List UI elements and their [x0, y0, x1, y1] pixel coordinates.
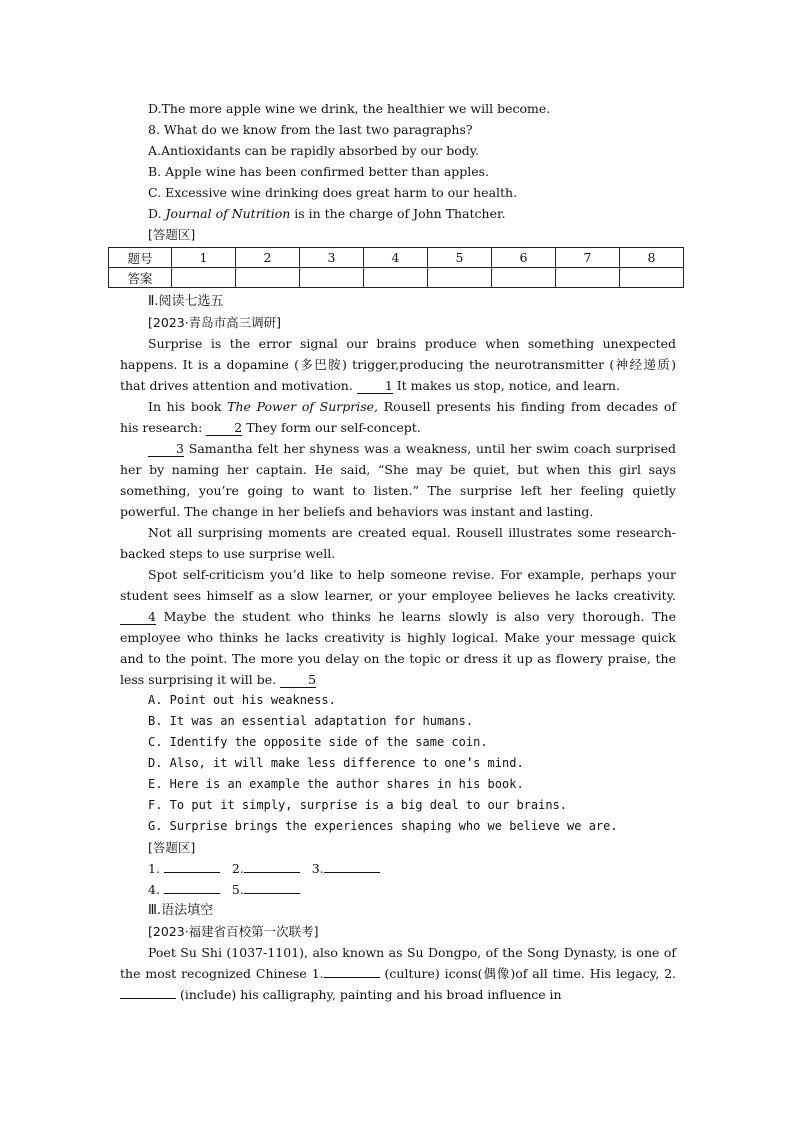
- grid-answer-cell[interactable]: [364, 268, 428, 288]
- p2-text-b: Rousell presents his finding from decades of his research:: [120, 399, 676, 435]
- section-2-heading: Ⅱ.阅读七选五: [148, 294, 224, 309]
- passage-paragraph-4: Not all surprising moments are created equal. Rousell illustrates some research-backed steps to use surprise well.: [120, 525, 676, 561]
- passage-paragraph-2: [120, 396, 676, 438]
- answer-blank-3[interactable]: [324, 859, 380, 873]
- grid-answer-cell[interactable]: [172, 268, 236, 288]
- blank-1[interactable]: 1: [357, 378, 393, 394]
- journal-title: Journal of Nutrition: [165, 206, 291, 221]
- p5-text-b: Maybe the student who thinks he learns slowly is also very thorough. The employee who thinks he lacks creativity is highly logical. Make your message quick and to the point. The more you delay on the topic or dress it up as flowery praise, the less surprising it will be.: [120, 609, 676, 687]
- choice-option: A. Point out his weakness.: [148, 693, 336, 707]
- grid-number: 5: [428, 248, 492, 268]
- section-2-answer-area-label: [答题区]: [148, 840, 196, 855]
- answer-label: 3.: [311, 861, 324, 876]
- p1-text-b: It makes us stop, notice, and learn.: [392, 378, 620, 393]
- choice-option: G. Surprise brings the experiences shaping who we believe we are.: [148, 819, 618, 833]
- grid-answer-cell[interactable]: [556, 268, 620, 288]
- grid-number: 6: [492, 248, 556, 268]
- p2-text-a: In his book: [148, 399, 228, 414]
- grammar-text-b: (culture) icons(偶像)of all time. His legacy, 2.: [379, 966, 676, 981]
- grid-number: 8: [620, 248, 684, 268]
- answer-grid-answer-row: [109, 268, 684, 288]
- answer-blank-4[interactable]: [164, 880, 220, 894]
- grid-number: 4: [364, 248, 428, 268]
- answer-grid: [108, 247, 684, 288]
- grid-answer-cell[interactable]: [236, 268, 300, 288]
- answer-line-1: [120, 858, 676, 879]
- grid-number: 2: [236, 248, 300, 268]
- p2-text-c: They form our self-concept.: [242, 420, 421, 435]
- question-8-stem: 8. What do we know from the last two paragraphs?: [148, 122, 473, 137]
- answer-label: 2.: [231, 861, 244, 876]
- grid-answer-cell[interactable]: [620, 268, 684, 288]
- q8-option-a: A.Antioxidants can be rapidly absorbed by our body.: [148, 143, 480, 158]
- blank-2[interactable]: 2: [206, 420, 242, 436]
- grid-number: 7: [556, 248, 620, 268]
- q8-option-c: C. Excessive wine drinking does great harm to our health.: [148, 185, 518, 200]
- answer-blank-1[interactable]: [164, 859, 220, 873]
- grid-answer-cell[interactable]: [300, 268, 364, 288]
- grid-answer-cell[interactable]: [492, 268, 556, 288]
- q8-option-d: [120, 203, 676, 224]
- grid-number: 1: [172, 248, 236, 268]
- answer-blank-2[interactable]: [244, 859, 300, 873]
- grid-answer-cell[interactable]: [428, 268, 492, 288]
- grammar-blank-1[interactable]: [324, 964, 380, 978]
- blank-5[interactable]: 5: [280, 672, 316, 688]
- choice-option: D. Also, it will make less difference to one’s mind.: [148, 756, 524, 770]
- section-3-source: [2023·福建省百校第一次联考]: [148, 924, 319, 939]
- answer-blank-5[interactable]: [244, 880, 300, 894]
- blank-4[interactable]: 4: [120, 609, 156, 625]
- book-title: The Power of Surprise,: [227, 399, 379, 414]
- section-3-heading: Ⅲ.语法填空: [148, 903, 214, 918]
- answer-label: 1.: [148, 861, 160, 876]
- choice-option: E. Here is an example the author shares in his book.: [148, 777, 524, 791]
- grammar-text-c: (include) his calligraphy, painting and his broad influence in: [176, 987, 562, 1002]
- grammar-text-a: Poet Su Shi (1037-1101), also known as Su Dongpo, of the Song Dynasty, is one of the most recognized Chinese 1.: [120, 945, 676, 981]
- answer-label: 4.: [148, 882, 160, 897]
- grammar-blank-2[interactable]: [120, 985, 176, 999]
- grammar-passage: [120, 942, 676, 1005]
- choice-option: C. Identify the opposite side of the same coin.: [148, 735, 488, 749]
- answer-area-label: [答题区]: [148, 227, 196, 242]
- p3-text: Samantha felt her shyness was a weakness, until her swim coach surprised her by naming her captain. He said, “She may be quiet, but when this girl says something, you’re going to want to listen.” The surprise left her feeling quietly powerful. The change in her beliefs and behaviors was instant and lasting.: [120, 441, 676, 519]
- answer-line-2: [120, 879, 676, 900]
- q8-option-d-suffix: is in the charge of John Thatcher.: [290, 206, 506, 221]
- grid-number: 3: [300, 248, 364, 268]
- p5-text-a: Spot self-criticism you’d like to help someone revise. For example, perhaps your student sees himself as a slow learner, or your employee believes he lacks creativity.: [120, 567, 676, 603]
- option-d-prev: D.The more apple wine we drink, the healthier we will become.: [148, 101, 551, 116]
- passage-paragraph-1: [120, 333, 676, 396]
- p1-text-a: Surprise is the error signal our brains produce when something unexpected happens. It is a dopamine (多巴胺) trigger,producing the neurotransmitter (神经递质) that drives attention and motivation.: [120, 336, 676, 393]
- choice-option: B. It was an essential adaptation for humans.: [148, 714, 474, 728]
- passage-paragraph-5: [120, 564, 676, 690]
- answer-grid-number-row: [109, 248, 684, 268]
- blank-3[interactable]: 3: [148, 441, 184, 457]
- section-2-source: [2023·青岛市高三调研]: [148, 315, 282, 330]
- number-row-label: 题号: [109, 248, 172, 268]
- q8-option-d-prefix: D.: [148, 206, 166, 221]
- choice-option: F. To put it simply, surprise is a big deal to our brains.: [148, 798, 568, 812]
- answer-label: 5.: [231, 882, 244, 897]
- passage-paragraph-3: [120, 438, 676, 522]
- answer-row-label: 答案: [109, 268, 172, 288]
- q8-option-b: B. Apple wine has been confirmed better than apples.: [148, 164, 490, 179]
